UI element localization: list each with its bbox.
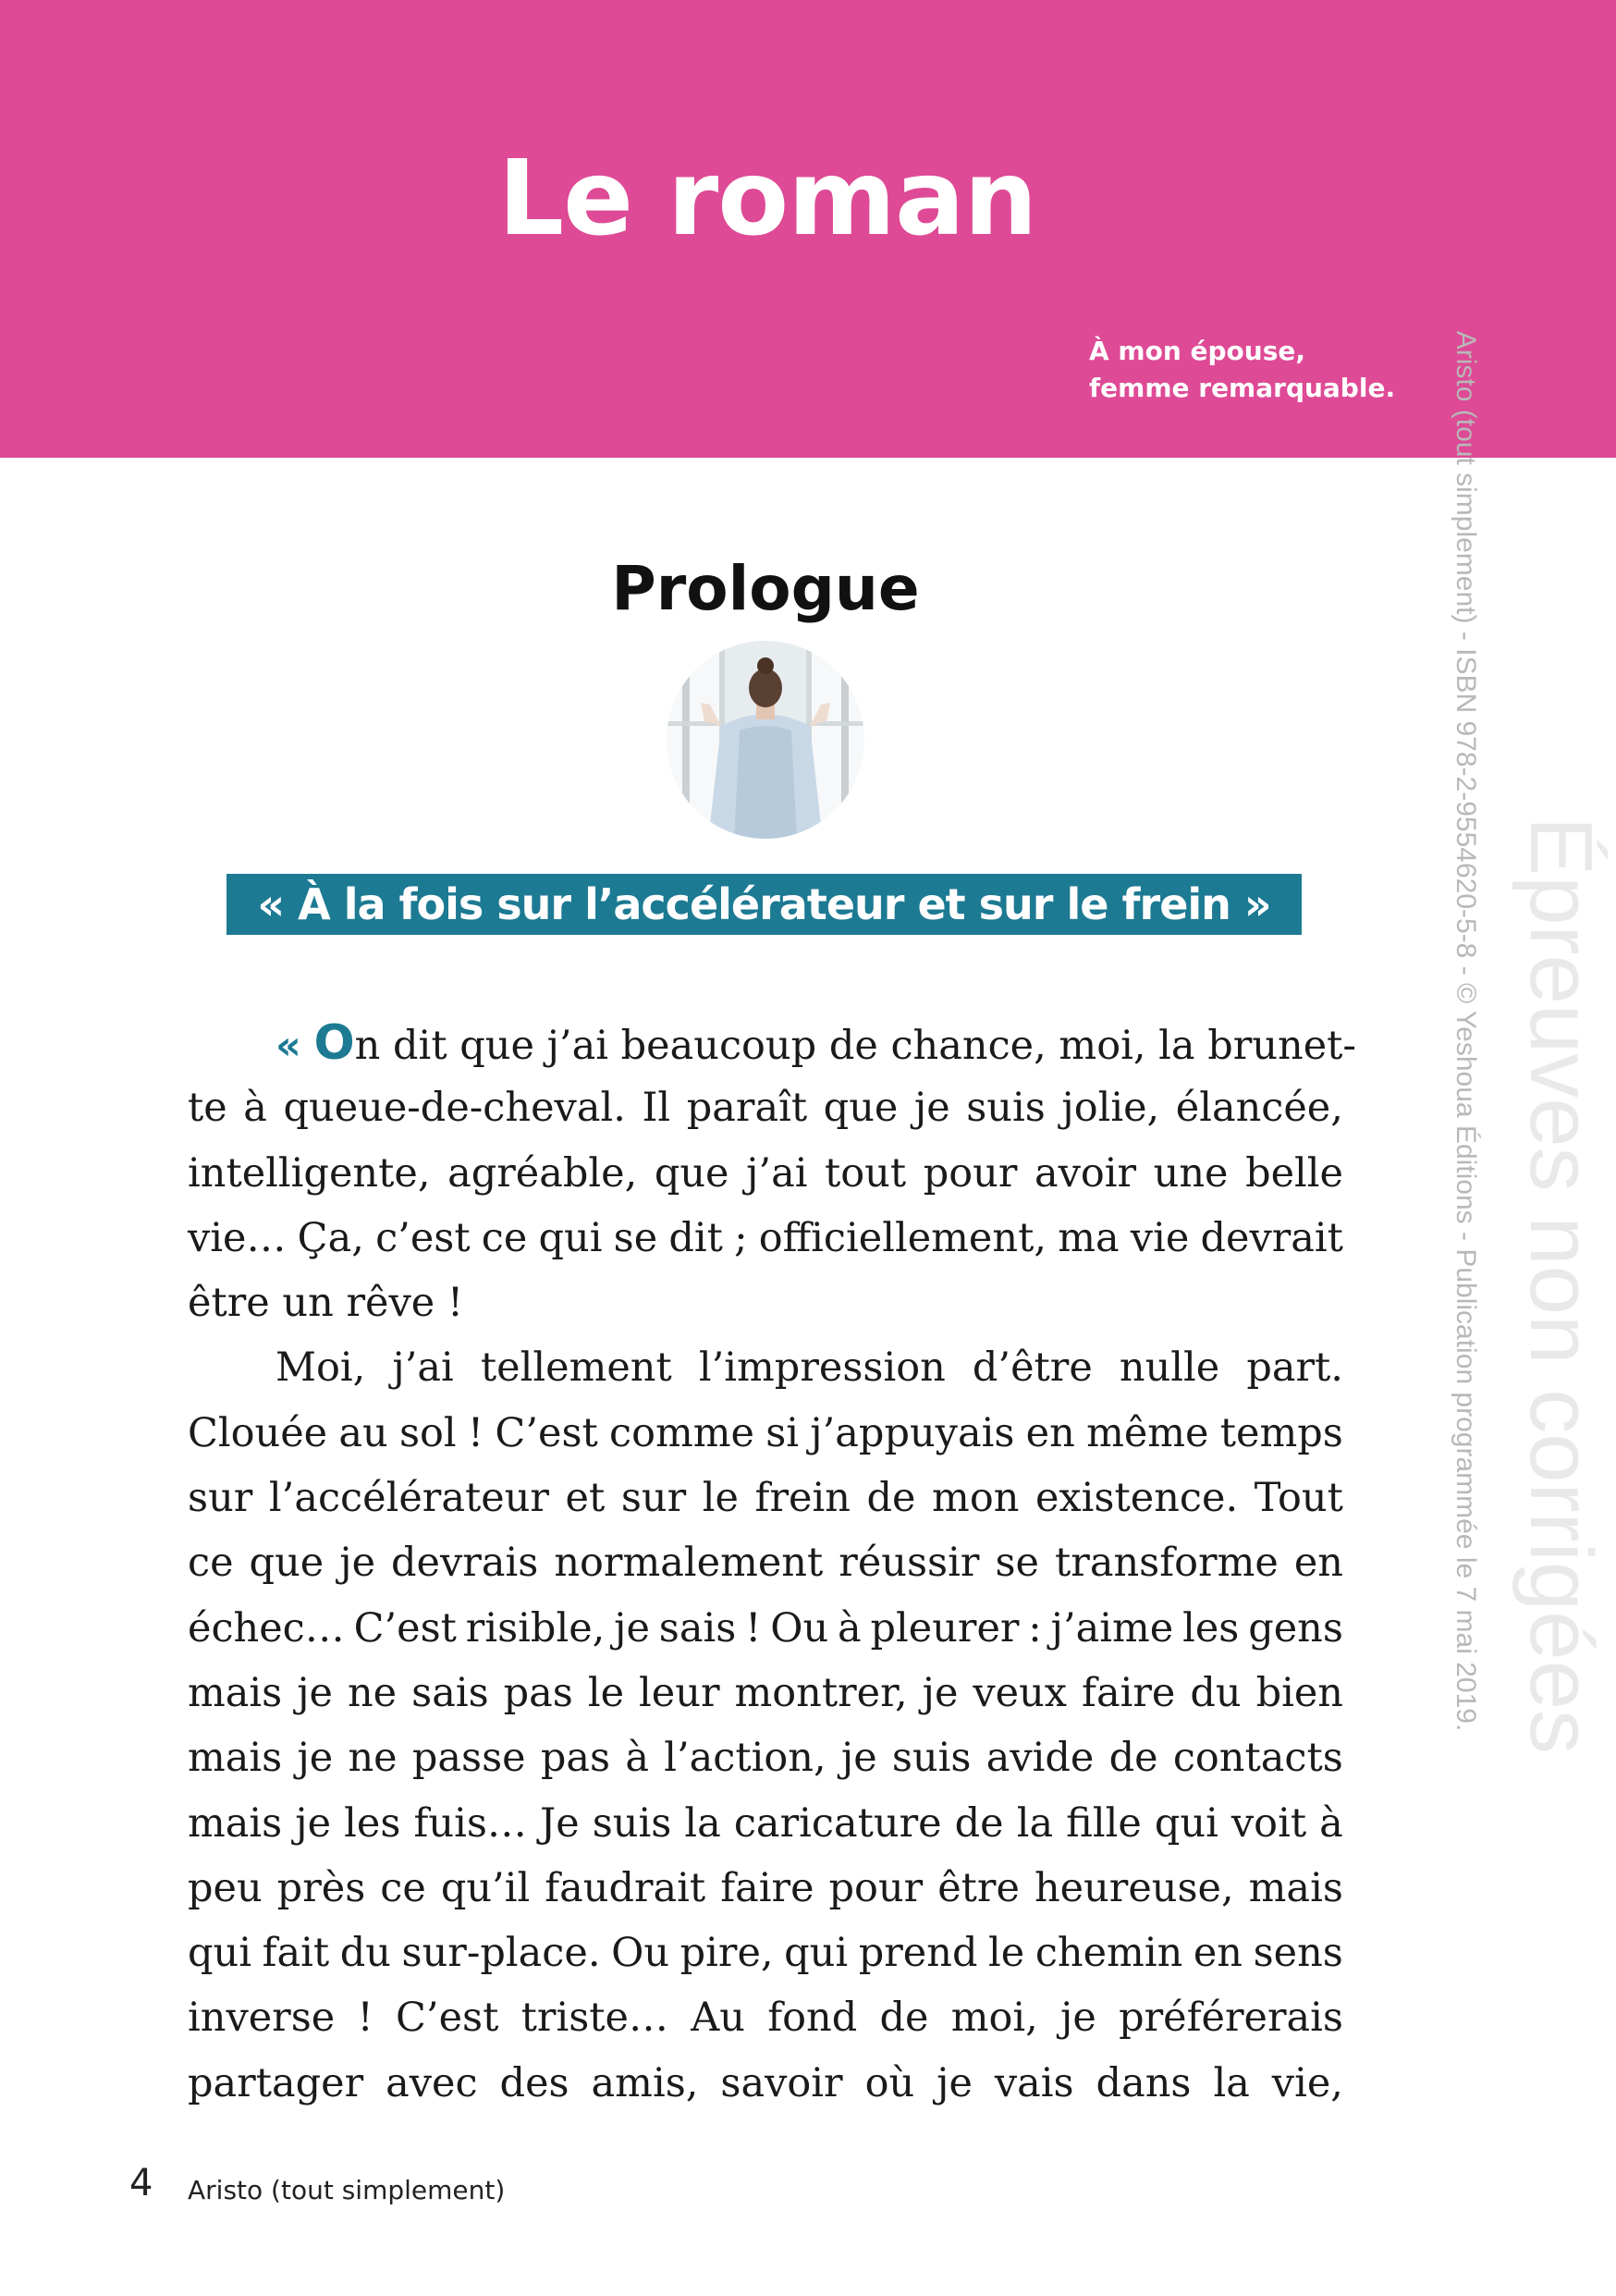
word: les (1182, 1604, 1240, 1651)
word: à (838, 1604, 862, 1651)
word: queue-de-cheval. (283, 1085, 626, 1132)
word: fait (262, 1930, 330, 1977)
word: caricature (733, 1799, 942, 1847)
word: je (922, 1669, 959, 1716)
word: et (565, 1475, 606, 1522)
word: vie (1130, 1214, 1190, 1261)
word: préférerais (1119, 1995, 1343, 2042)
word: officiellement, (758, 1214, 1047, 1261)
word: moi, (950, 1995, 1038, 2042)
word: faudrait (545, 1864, 706, 1911)
word: je (295, 1799, 332, 1847)
word: pire, (679, 1930, 774, 1977)
word: la (684, 1799, 721, 1847)
word: élancée, (1175, 1085, 1343, 1132)
word: pas (540, 1735, 611, 1782)
word: mon (932, 1475, 1020, 1522)
word: je (840, 1735, 877, 1782)
chapter-subtitle: « À la fois sur l’accélérateur et sur le frein » (226, 874, 1302, 935)
word: vais (994, 2059, 1074, 2106)
word: l’accélérateur (268, 1475, 549, 1522)
word: dans (1096, 2059, 1192, 2106)
word: inverse (188, 1995, 336, 2042)
word: normalement (554, 1540, 824, 1587)
word: l’impression (698, 1344, 946, 1392)
word: fond (767, 1995, 858, 2042)
text-line (188, 1466, 1343, 1530)
word: Moi, (275, 1344, 366, 1392)
word: belle (1245, 1149, 1343, 1197)
word: sur (620, 1475, 687, 1522)
word: gens (1248, 1604, 1343, 1651)
word: heureuse, (1034, 1864, 1234, 1911)
word: voit (1230, 1799, 1307, 1847)
word: ne (347, 1669, 398, 1716)
word: j’appuyais (810, 1409, 1015, 1456)
word: pour (923, 1149, 1018, 1197)
word: l’action, (664, 1735, 826, 1782)
word: qui (1154, 1799, 1218, 1847)
word: le (587, 1669, 625, 1716)
word: réussir (839, 1540, 980, 1587)
word: ce (188, 1540, 234, 1587)
word: la (1213, 2059, 1250, 2106)
word: devrait (1200, 1214, 1343, 1261)
word: triste… (520, 1995, 669, 2042)
word: je (1060, 1995, 1096, 2042)
word: chemin (1034, 1930, 1183, 1977)
word: à (625, 1735, 649, 1782)
word: temps (1219, 1409, 1343, 1456)
word: C’est (495, 1409, 598, 1456)
word: avec (386, 2059, 478, 2106)
word: qui (784, 1930, 849, 1977)
word: mais (188, 1669, 283, 1716)
prologue-text (188, 1011, 1356, 2116)
word: Il (642, 1085, 671, 1132)
text-line (188, 1791, 1343, 1856)
text-line (188, 1206, 1343, 1271)
word: montrer, (734, 1669, 908, 1716)
text-line: être un rêve ! (188, 1280, 464, 1327)
word: passe (411, 1735, 526, 1782)
word: de (954, 1799, 1004, 1847)
word: les (344, 1799, 401, 1847)
word: amis, (591, 2059, 699, 2106)
word: en (1025, 1409, 1075, 1456)
opening-quote: « (275, 1023, 301, 1069)
text-line (188, 1335, 1343, 1400)
text-line (188, 1725, 1343, 1790)
word: te (188, 1085, 227, 1132)
word: en (1293, 1540, 1343, 1587)
text-line (188, 1921, 1343, 1985)
word: ! (467, 1409, 484, 1456)
word: avoir (1034, 1149, 1137, 1197)
word: de (1108, 1735, 1158, 1782)
word: une (1153, 1149, 1229, 1197)
word: devrais (391, 1540, 539, 1587)
word: faire (720, 1864, 814, 1911)
word: bien (1255, 1669, 1343, 1716)
text-line (188, 1401, 1343, 1466)
text-line (188, 1530, 1343, 1595)
word: prend (858, 1930, 978, 1977)
word: comme (609, 1409, 754, 1456)
isbn-watermark: Aristo (tout simplement) - ISBN 978-2-9554620-5-8 - © Yeshoua Éditions - Publication programmée le 7 mai 2019. (1451, 330, 1481, 1732)
word: Tout (1254, 1475, 1343, 1522)
word: suis (891, 1735, 972, 1782)
word: même (1086, 1409, 1209, 1456)
word: tout (825, 1149, 907, 1197)
word: échec… (188, 1604, 345, 1651)
word: qui (188, 1930, 251, 1977)
word: du (339, 1930, 391, 1977)
dedication (1089, 333, 1395, 407)
word: je (937, 2059, 973, 2106)
word: veux (973, 1669, 1068, 1716)
word: partager (188, 2059, 364, 2106)
word: : (1028, 1604, 1042, 1651)
word: pour (828, 1864, 924, 1911)
word: ne (348, 1735, 398, 1782)
word: sens (1253, 1930, 1343, 1977)
word: être (937, 1864, 1020, 1911)
word: ce (380, 1864, 426, 1911)
word: Ou (611, 1930, 670, 1977)
word: je (913, 1085, 950, 1132)
word: se (995, 1540, 1039, 1587)
word: mais (188, 1799, 283, 1847)
word: j’ai (746, 1149, 808, 1197)
word: pleurer (870, 1604, 1020, 1651)
proof-watermark: Épreuves non corrigées (1512, 816, 1610, 1754)
word: savoir (720, 2059, 843, 2106)
word: de (866, 1475, 916, 1522)
text-line (188, 1661, 1343, 1725)
word: je (297, 1669, 333, 1716)
word: au (338, 1409, 388, 1456)
word: si (765, 1409, 800, 1456)
chapter-title: Prologue (611, 553, 920, 624)
word: qui (538, 1214, 603, 1261)
word: avide (986, 1735, 1095, 1782)
word: fuis… (413, 1799, 527, 1847)
book-title: Le roman (497, 139, 1037, 259)
word: ma (1058, 1214, 1120, 1261)
word: leur (639, 1669, 720, 1716)
word: Au (691, 1995, 745, 2042)
word: existence. (1034, 1475, 1239, 1522)
word: sais (658, 1604, 737, 1651)
word: ! (745, 1604, 762, 1651)
word: d’être (972, 1344, 1093, 1392)
word: que (823, 1085, 899, 1132)
word: vie… (188, 1214, 287, 1261)
word: dit (668, 1214, 723, 1261)
word: le (702, 1475, 739, 1522)
word: tellement (480, 1344, 672, 1392)
word: intelligente, (188, 1149, 431, 1197)
word: ! (357, 1995, 373, 2042)
word: peu (188, 1864, 263, 1911)
word: que (249, 1540, 324, 1587)
word: je (614, 1604, 650, 1651)
word: suis (592, 1799, 672, 1847)
text-line (188, 1985, 1343, 2050)
word: je (339, 1540, 376, 1587)
word: mais (1248, 1864, 1343, 1911)
word: j’aime (1050, 1604, 1174, 1651)
word: suis (966, 1085, 1046, 1132)
word: risible, (465, 1604, 606, 1651)
word: ; (734, 1214, 748, 1261)
word: agréable, (447, 1149, 638, 1197)
text-line (188, 1856, 1343, 1921)
text-line (188, 1011, 1356, 1075)
word: fille (1066, 1799, 1142, 1847)
word: du (1190, 1669, 1242, 1716)
word: à (243, 1085, 267, 1132)
word: C’est (353, 1604, 457, 1651)
word: Ça, (297, 1214, 364, 1261)
word: paraît (686, 1085, 808, 1132)
word: en (1193, 1930, 1243, 1977)
word: pas (503, 1669, 573, 1716)
running-title: Aristo (tout simplement) (188, 2175, 506, 2205)
page-number: 4 (129, 2162, 153, 2204)
word: contacts (1172, 1735, 1343, 1782)
text-line (188, 1075, 1343, 1140)
word: c’est (375, 1214, 471, 1261)
woman-at-window-illustration (664, 638, 867, 841)
drop-cap: O (313, 1015, 355, 1071)
word: sur-place. (401, 1930, 601, 1977)
word: à (1319, 1799, 1343, 1847)
word: nulle (1119, 1344, 1220, 1392)
word: sur (188, 1475, 253, 1522)
word: près (276, 1864, 366, 1911)
word: sol (398, 1409, 457, 1456)
word: où (864, 2059, 915, 2106)
word: que (654, 1149, 729, 1197)
opening-line (275, 1011, 1356, 1075)
word: la (1016, 1799, 1054, 1847)
word: sais (411, 1669, 489, 1716)
word: se (613, 1214, 658, 1261)
word: je (297, 1735, 334, 1782)
word: mais (188, 1735, 283, 1782)
word: Clouée (188, 1409, 328, 1456)
word: ce (481, 1214, 528, 1261)
word: vie, (1271, 2059, 1343, 2106)
word: qu’il (440, 1864, 531, 1911)
dedication-line: À mon épouse, (1089, 336, 1306, 366)
line-text: n dit que j’ai beaucoup de chance, moi, la brunet- (354, 1023, 1356, 1069)
word: C’est (396, 1995, 499, 2042)
text-line (188, 1141, 1343, 1206)
word: frein (754, 1475, 851, 1522)
word: de (879, 1995, 929, 2042)
text-line (188, 2051, 1343, 2116)
word: part. (1246, 1344, 1343, 1392)
dedication-line: femme remarquable. (1089, 373, 1396, 403)
word: transforme (1054, 1540, 1279, 1587)
word: jolie, (1061, 1085, 1160, 1132)
word: Ou (770, 1604, 829, 1651)
word: Je (539, 1799, 580, 1847)
text-line (188, 1596, 1343, 1661)
word: le (988, 1930, 1025, 1977)
word: faire (1082, 1669, 1176, 1716)
word: j’ai (392, 1344, 454, 1392)
word: des (499, 2059, 569, 2106)
